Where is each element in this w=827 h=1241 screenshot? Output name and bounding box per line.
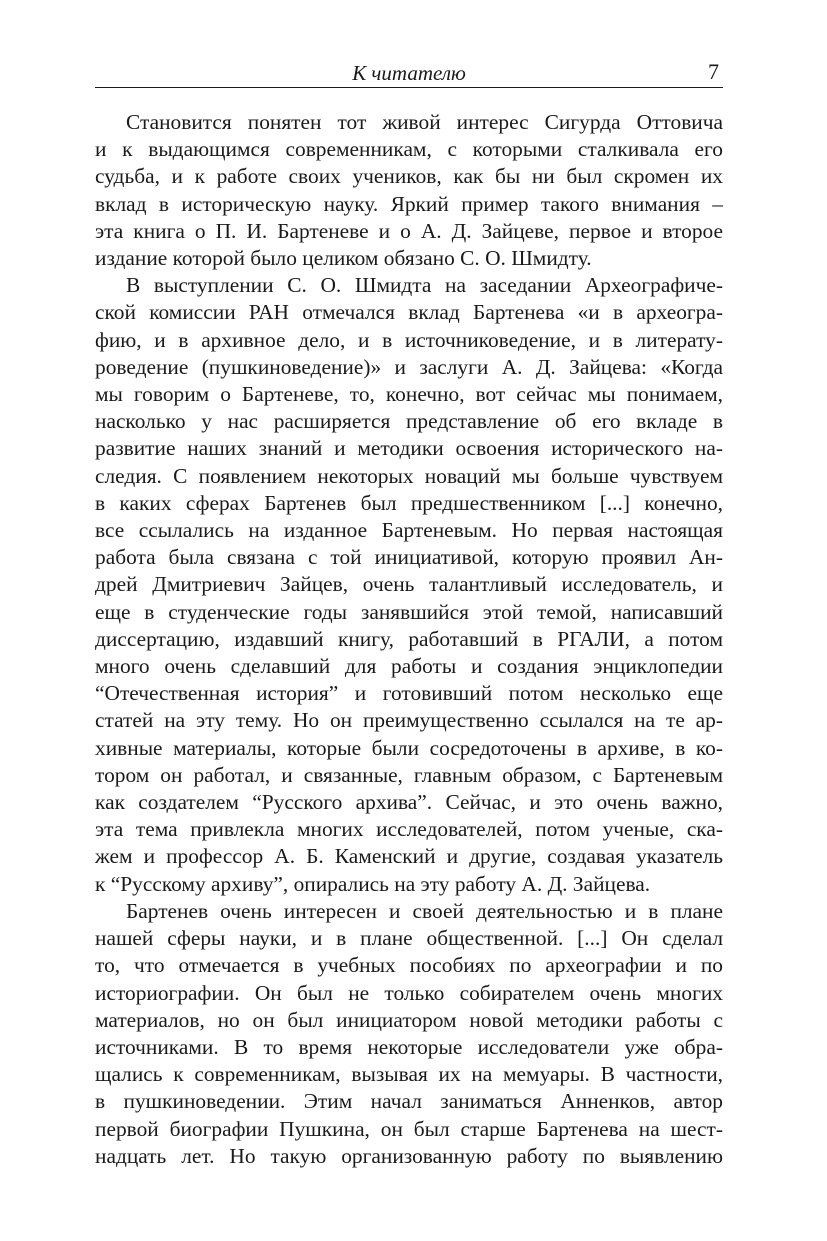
text-line: в каких сферах Бартенев был предшественником [...] конечно, xyxy=(95,490,723,515)
text-line: Становится понятен тот живой интерес Сигурда Оттовича xyxy=(126,110,723,134)
text-line: надцать лет. Но такую организованную работу по выявлению xyxy=(95,1143,723,1168)
text-line: фию, и в архивное дело, и в источниковедение, и в литерату- xyxy=(95,327,723,352)
text-line: хивные материалы, которые были сосредоточены в архиве, в ко- xyxy=(95,735,723,760)
text-line: жем и профессор А. Б. Каменский и другие, создавая указатель xyxy=(95,844,723,869)
text-line: еще в студенческие годы занявшийся этой темой, написавший xyxy=(95,599,723,624)
text-line: как создателем “Русского архива”. Сейчас, и это очень важно, xyxy=(95,790,723,815)
text-line: щались к современникам, вызывая их на мемуары. В частности, xyxy=(95,1062,723,1087)
text-line: эта книга о П. И. Бартеневе и о А. Д. Зайцеве, первое и второе xyxy=(95,218,723,243)
text-line: дрей Дмитриевич Зайцев, очень талантливый исследователь, и xyxy=(95,572,723,597)
text-line: судьба, и к работе своих учеников, как бы ни был скромен их xyxy=(95,164,723,189)
text-line: В выступлении С. О. Шмидта на заседании Археографиче- xyxy=(126,273,723,298)
paragraph-2 xyxy=(95,272,723,898)
text-line: материалов, но он был инициатором новой методики работы с xyxy=(95,1007,723,1032)
paragraph-3 xyxy=(95,898,723,1170)
page-number: 7 xyxy=(708,59,719,84)
text-line: статей на эту тему. Но он преимущественно ссылался на те ар- xyxy=(95,708,723,733)
text-line: первой биографии Пушкина, он был старше Бартенева на шест- xyxy=(95,1116,723,1141)
text-line: и к выдающимся современникам, с которыми сталкивала его xyxy=(95,137,723,162)
text-line: в пушкиноведении. Этим начал заниматься Анненков, автор xyxy=(95,1089,723,1114)
text-line: тором он работал, и связанные, главным образом, с Бартеневым xyxy=(95,762,723,787)
text-line: развитие наших знаний и методики освоения исторического на- xyxy=(95,436,723,461)
text-line: много очень сделавший для работы и создания энциклопедии xyxy=(95,654,723,679)
text-line: роведение (пушкиноведение)» и заслуги А. Д. Зайцева: «Когда xyxy=(95,354,723,379)
text-line: источниками. В то время некоторые исследователи уже обра- xyxy=(95,1034,723,1059)
text-line: издание которой было целиком обязано С. О. Шмидту. xyxy=(95,246,592,271)
text-line: Бартенев очень интересен и своей деятельностью и в плане xyxy=(126,898,723,923)
text-line: следия. С появлением некоторых новаций мы больше чувствуем xyxy=(95,463,723,488)
text-line: историографии. Он был не только собирателем очень многих xyxy=(95,980,723,1005)
text-line: ской комиссии РАН отмечался вклад Бартенева «и в археогра- xyxy=(95,300,723,325)
text-line: диссертацию, издавший книгу, работавший в РГАЛИ, а потом xyxy=(95,626,723,651)
running-header-title: К читателю xyxy=(352,61,466,85)
running-header xyxy=(95,60,723,88)
text-line: насколько у нас расширяется представление об его вкладе в xyxy=(95,409,723,434)
text-line: эта тема привлекла многих исследователей, потом ученые, ска- xyxy=(95,817,723,842)
text-line: нашей сферы науки, и в плане общественной. [...] Он сделал xyxy=(95,926,723,951)
text-line: все ссылались на изданное Бартеневым. Но первая настоящая xyxy=(95,518,723,543)
text-line: к “Русскому архиву”, опирались на эту работу А. Д. Зайцева. xyxy=(95,871,651,896)
text-line: вклад в историческую науку. Яркий пример такого внимания – xyxy=(95,191,723,216)
text-line: “Отечественная история” и готовивший потом несколько еще xyxy=(95,681,723,706)
body-text xyxy=(95,109,723,1170)
paragraph-1 xyxy=(95,109,723,272)
text-line: то, что отмечается в учебных пособиях по археографии и по xyxy=(95,953,723,978)
text-line: мы говорим о Бартеневе, то, конечно, вот сейчас мы понимаем, xyxy=(95,382,723,407)
text-line: работа была связана с той инициативой, которую проявил Ан- xyxy=(95,545,723,570)
